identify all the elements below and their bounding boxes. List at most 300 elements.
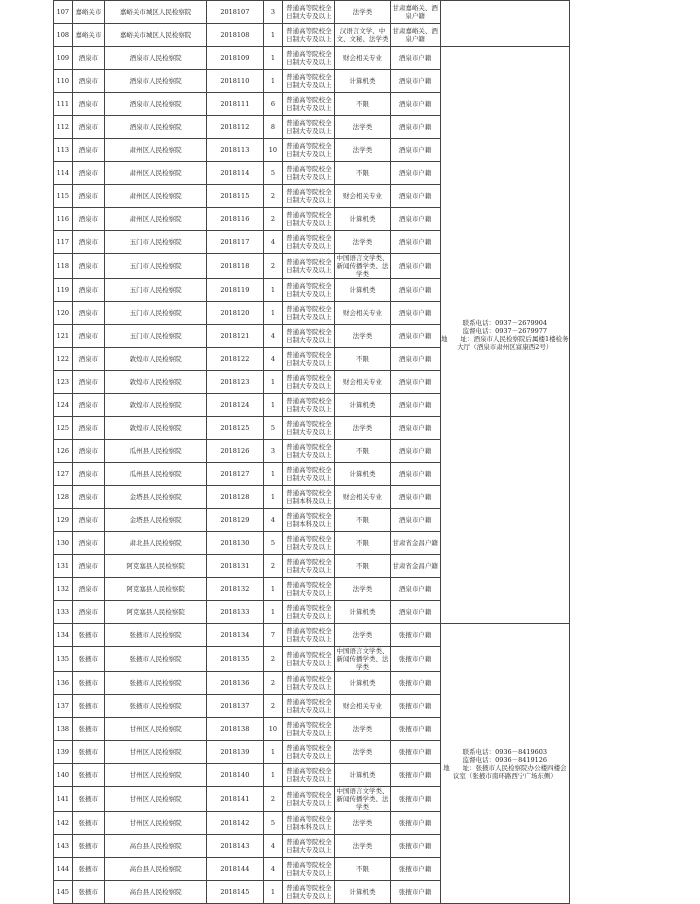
education-cell: 普通高等院校全日制大专及以上 xyxy=(283,70,335,93)
position-code-cell: 2018109 xyxy=(207,47,263,70)
contact-line: 联系电话：0936－8419603 xyxy=(462,747,548,756)
row-number: 129 xyxy=(54,509,73,532)
row-number: 136 xyxy=(54,672,73,695)
household-cell: 酒泉市户籍 xyxy=(390,70,440,93)
education-cell: 普通高等院校全日制大专及以上 xyxy=(283,741,335,764)
recruitment-table xyxy=(53,0,570,904)
row-number: 111 xyxy=(54,93,73,116)
department-cell: 酒泉市人民检察院 xyxy=(105,70,207,93)
city-cell: 酒泉市 xyxy=(72,302,104,325)
department-cell: 阿克塞县人民检察院 xyxy=(105,578,207,601)
headcount-cell: 3 xyxy=(263,1,283,24)
city-cell: 酒泉市 xyxy=(72,116,104,139)
household-cell: 酒泉市户籍 xyxy=(390,208,440,231)
row-number: 110 xyxy=(54,70,73,93)
contact-line: 监督电话：0936－8419126 xyxy=(462,755,548,764)
education-cell: 普通高等院校全日制大专及以上 xyxy=(283,787,335,812)
headcount-cell: 1 xyxy=(263,463,283,486)
position-code-cell: 2018107 xyxy=(207,1,263,24)
education-cell: 普通高等院校全日制大专及以上 xyxy=(283,279,335,302)
position-code-cell: 2018137 xyxy=(207,695,263,718)
row-number: 142 xyxy=(54,812,73,835)
education-cell: 普通高等院校全日制大专及以上 xyxy=(283,463,335,486)
headcount-cell: 5 xyxy=(263,162,283,185)
education-cell: 普通高等院校全日制大专及以上 xyxy=(283,601,335,624)
household-cell: 张掖市户籍 xyxy=(390,647,440,672)
major-cell: 不限 xyxy=(335,162,390,185)
city-cell: 酒泉市 xyxy=(72,532,104,555)
department-cell: 肃州区人民检察院 xyxy=(105,208,207,231)
education-cell: 普通高等院校全日制大专及以上 xyxy=(283,162,335,185)
headcount-cell: 1 xyxy=(263,371,283,394)
major-cell: 法学类 xyxy=(335,139,390,162)
city-cell: 张掖市 xyxy=(72,672,104,695)
household-cell: 酒泉市户籍 xyxy=(390,371,440,394)
education-cell: 普通高等院校全日制大专及以上 xyxy=(283,858,335,881)
major-cell: 不限 xyxy=(335,532,390,555)
position-code-cell: 2018145 xyxy=(207,881,263,904)
contact-line: 联系电话：0937－2679904 xyxy=(462,319,548,327)
city-cell: 嘉峪关市 xyxy=(72,1,104,24)
education-cell: 普通高等院校全日制大专及以上 xyxy=(283,718,335,741)
contact-line: 监督电话：0937－2679977 xyxy=(462,327,548,335)
headcount-cell: 1 xyxy=(263,302,283,325)
position-code-cell: 2018138 xyxy=(207,718,263,741)
education-cell: 普通高等院校全日制大专及以上 xyxy=(283,116,335,139)
headcount-cell: 1 xyxy=(263,24,283,47)
major-cell: 汉语言文学、中文、文秘、法学类 xyxy=(335,24,390,47)
department-cell: 瓜州县人民检察院 xyxy=(105,463,207,486)
education-cell: 普通高等院校全日制大专及以上 xyxy=(283,302,335,325)
education-cell: 普通高等院校全日制大专及以上 xyxy=(283,24,335,47)
major-cell: 财会相关专业 xyxy=(335,47,390,70)
major-cell: 财会相关专业 xyxy=(335,695,390,718)
position-code-cell: 2018130 xyxy=(207,532,263,555)
row-number: 119 xyxy=(54,279,73,302)
table-row xyxy=(54,1,570,24)
headcount-cell: 1 xyxy=(263,70,283,93)
city-cell: 酒泉市 xyxy=(72,139,104,162)
education-cell: 普通高等院校全日制大专及以上 xyxy=(283,695,335,718)
city-cell: 酒泉市 xyxy=(72,394,104,417)
headcount-cell: 2 xyxy=(263,185,283,208)
household-cell: 酒泉市户籍 xyxy=(390,348,440,371)
row-number: 134 xyxy=(54,624,73,647)
headcount-cell: 2 xyxy=(263,695,283,718)
major-cell: 不限 xyxy=(335,93,390,116)
department-cell: 张掖市人民检察院 xyxy=(105,695,207,718)
row-number: 137 xyxy=(54,695,73,718)
city-cell: 张掖市 xyxy=(72,764,104,787)
position-code-cell: 2018141 xyxy=(207,787,263,812)
city-cell: 酒泉市 xyxy=(72,417,104,440)
contact-line: 地 址：张掖市人民检察院办公楼四楼会议室（张掖市南环路西宁广场东侧） xyxy=(443,763,567,780)
headcount-cell: 7 xyxy=(263,624,283,647)
education-cell: 普通高等院校全日制大专及以上 xyxy=(283,532,335,555)
department-cell: 嘉峪关市城区人民检察院 xyxy=(105,24,207,47)
education-cell: 普通高等院校全日制大专及以上 xyxy=(283,578,335,601)
row-number: 115 xyxy=(54,185,73,208)
contact-info-cell xyxy=(440,1,569,47)
row-number: 125 xyxy=(54,417,73,440)
city-cell: 酒泉市 xyxy=(72,162,104,185)
position-code-cell: 2018114 xyxy=(207,162,263,185)
household-cell: 张掖市户籍 xyxy=(390,787,440,812)
city-cell: 酒泉市 xyxy=(72,578,104,601)
city-cell: 酒泉市 xyxy=(72,185,104,208)
headcount-cell: 2 xyxy=(263,647,283,672)
city-cell: 酒泉市 xyxy=(72,601,104,624)
major-cell: 法学类 xyxy=(335,116,390,139)
row-number: 126 xyxy=(54,440,73,463)
headcount-cell: 1 xyxy=(263,279,283,302)
position-code-cell: 2018116 xyxy=(207,208,263,231)
row-number: 140 xyxy=(54,764,73,787)
city-cell: 酒泉市 xyxy=(72,555,104,578)
headcount-cell: 1 xyxy=(263,578,283,601)
household-cell: 酒泉市户籍 xyxy=(390,394,440,417)
contact-line: 地 址：酒泉市人民检察院后属楼1楼检务大厅（酒泉市肃州区富康西2号） xyxy=(441,335,569,351)
position-code-cell: 2018140 xyxy=(207,764,263,787)
household-cell: 张掖市户籍 xyxy=(390,812,440,835)
major-cell: 法学类 xyxy=(335,1,390,24)
household-cell: 甘肃省金昌户籍 xyxy=(390,555,440,578)
household-cell: 酒泉市户籍 xyxy=(390,47,440,70)
city-cell: 酒泉市 xyxy=(72,371,104,394)
department-cell: 玉门市人民检察院 xyxy=(105,279,207,302)
household-cell: 酒泉市户籍 xyxy=(390,440,440,463)
department-cell: 玉门市人民检察院 xyxy=(105,231,207,254)
education-cell: 普通高等院校全日制大专及以上 xyxy=(283,647,335,672)
household-cell: 张掖市户籍 xyxy=(390,741,440,764)
household-cell: 酒泉市户籍 xyxy=(390,231,440,254)
department-cell: 酒泉市人民检察院 xyxy=(105,47,207,70)
department-cell: 肃北县人民检察院 xyxy=(105,532,207,555)
household-cell: 张掖市户籍 xyxy=(390,672,440,695)
position-code-cell: 2018119 xyxy=(207,279,263,302)
headcount-cell: 10 xyxy=(263,718,283,741)
major-cell: 法学类 xyxy=(335,835,390,858)
major-cell: 计算机类 xyxy=(335,764,390,787)
position-code-cell: 2018123 xyxy=(207,371,263,394)
major-cell: 法学类 xyxy=(335,231,390,254)
education-cell: 普通高等院校全日制大专及以上 xyxy=(283,139,335,162)
major-cell: 法学类 xyxy=(335,417,390,440)
contact-info-text xyxy=(441,319,569,351)
household-cell: 张掖市户籍 xyxy=(390,695,440,718)
row-number: 138 xyxy=(54,718,73,741)
headcount-cell: 6 xyxy=(263,93,283,116)
major-cell: 计算机类 xyxy=(335,672,390,695)
household-cell: 酒泉市户籍 xyxy=(390,302,440,325)
position-code-cell: 2018134 xyxy=(207,624,263,647)
position-code-cell: 2018126 xyxy=(207,440,263,463)
recruitment-table-sheet xyxy=(53,0,570,900)
department-cell: 肃州区人民检察院 xyxy=(105,162,207,185)
position-code-cell: 2018121 xyxy=(207,325,263,348)
headcount-cell: 4 xyxy=(263,858,283,881)
headcount-cell: 1 xyxy=(263,881,283,904)
row-number: 132 xyxy=(54,578,73,601)
major-cell: 中国语言文学类、新闻传播学类、法学类 xyxy=(336,254,389,278)
position-code-cell: 2018120 xyxy=(207,302,263,325)
education-cell: 普通高等院校全日制大专及以上 xyxy=(283,93,335,116)
household-cell: 酒泉市户籍 xyxy=(390,417,440,440)
city-cell: 张掖市 xyxy=(72,741,104,764)
department-cell: 甘州区人民检察院 xyxy=(105,764,207,787)
major-cell: 法学类 xyxy=(335,718,390,741)
department-cell: 阿克塞县人民检察院 xyxy=(105,601,207,624)
major-cell: 计算机类 xyxy=(335,279,390,302)
city-cell: 张掖市 xyxy=(72,787,104,812)
education-cell: 普通高等院校全日制大专及以上 xyxy=(283,555,335,578)
household-cell: 酒泉市户籍 xyxy=(390,509,440,532)
household-cell: 酒泉市户籍 xyxy=(390,139,440,162)
headcount-cell: 4 xyxy=(263,348,283,371)
education-cell: 普通高等院校全日制大专及以上 xyxy=(283,764,335,787)
city-cell: 张掖市 xyxy=(72,812,104,835)
row-number: 117 xyxy=(54,231,73,254)
row-number: 120 xyxy=(54,302,73,325)
education-cell: 普通高等院校全日制大专及以上 xyxy=(283,394,335,417)
contact-info-text xyxy=(441,748,569,780)
position-code-cell: 2018144 xyxy=(207,858,263,881)
contact-info-cell xyxy=(440,47,569,624)
department-cell: 敦煌市人民检察院 xyxy=(105,394,207,417)
education-cell: 普通高等院校全日制大专及以上 xyxy=(283,208,335,231)
position-code-cell: 2018143 xyxy=(207,835,263,858)
major-cell: 计算机类 xyxy=(335,208,390,231)
major-cell: 财会相关专业 xyxy=(335,302,390,325)
major-cell: 计算机类 xyxy=(335,463,390,486)
household-cell: 酒泉市户籍 xyxy=(390,93,440,116)
education-cell: 普通高等院校全日制大专及以上 xyxy=(283,348,335,371)
headcount-cell: 4 xyxy=(263,835,283,858)
headcount-cell: 1 xyxy=(263,601,283,624)
major-cell: 法学类 xyxy=(335,624,390,647)
education-cell: 普通高等院校全日制大专及以上 xyxy=(283,624,335,647)
position-code-cell: 2018112 xyxy=(207,116,263,139)
department-cell: 肃州区人民检察院 xyxy=(105,139,207,162)
row-number: 143 xyxy=(54,835,73,858)
row-number: 145 xyxy=(54,881,73,904)
row-number: 130 xyxy=(54,532,73,555)
major-cell: 财会相关专业 xyxy=(335,185,390,208)
department-cell: 甘州区人民检察院 xyxy=(105,741,207,764)
headcount-cell: 2 xyxy=(263,254,283,279)
education-cell: 普通高等院校全日制大专及以上 xyxy=(283,440,335,463)
table-row xyxy=(54,624,570,647)
department-cell: 甘州区人民检察院 xyxy=(105,718,207,741)
position-code-cell: 2018128 xyxy=(207,486,263,509)
major-cell: 法学类 xyxy=(335,812,390,835)
position-code-cell: 2018118 xyxy=(207,254,263,279)
education-cell: 普通高等院校全日制大专及以上 xyxy=(283,1,335,24)
major-cell: 财会相关专业 xyxy=(335,486,390,509)
household-cell: 酒泉市户籍 xyxy=(390,578,440,601)
row-number: 139 xyxy=(54,741,73,764)
city-cell: 酒泉市 xyxy=(72,325,104,348)
department-cell: 酒泉市人民检察院 xyxy=(105,93,207,116)
city-cell: 张掖市 xyxy=(72,718,104,741)
education-cell: 普通高等院校全日制大专及以上 xyxy=(283,231,335,254)
headcount-cell: 5 xyxy=(263,532,283,555)
education-cell: 普通高等院校全日制大专及以上 xyxy=(283,417,335,440)
headcount-cell: 2 xyxy=(263,208,283,231)
city-cell: 酒泉市 xyxy=(72,348,104,371)
headcount-cell: 8 xyxy=(263,116,283,139)
department-cell: 酒泉市人民检察院 xyxy=(105,116,207,139)
position-code-cell: 2018129 xyxy=(207,509,263,532)
education-cell: 普通高等院校全日制大专及以上 xyxy=(283,254,335,279)
household-cell: 酒泉市户籍 xyxy=(390,279,440,302)
position-code-cell: 2018131 xyxy=(207,555,263,578)
headcount-cell: 1 xyxy=(263,394,283,417)
position-code-cell: 2018110 xyxy=(207,70,263,93)
department-cell: 张掖市人民检察院 xyxy=(105,624,207,647)
city-cell: 酒泉市 xyxy=(72,47,104,70)
row-number: 133 xyxy=(54,601,73,624)
headcount-cell: 10 xyxy=(263,139,283,162)
row-number: 144 xyxy=(54,858,73,881)
row-number: 128 xyxy=(54,486,73,509)
department-cell: 高台县人民检察院 xyxy=(105,858,207,881)
row-number: 131 xyxy=(54,555,73,578)
major-cell: 不限 xyxy=(335,509,390,532)
position-code-cell: 2018113 xyxy=(207,139,263,162)
city-cell: 张掖市 xyxy=(72,858,104,881)
education-cell: 普通高等院校全日制大专及以上 xyxy=(283,371,335,394)
department-cell: 甘州区人民检察院 xyxy=(105,787,207,812)
city-cell: 酒泉市 xyxy=(72,509,104,532)
position-code-cell: 2018127 xyxy=(207,463,263,486)
department-cell: 张掖市人民检察院 xyxy=(105,647,207,672)
city-cell: 酒泉市 xyxy=(72,70,104,93)
department-cell: 阿克塞县人民检察院 xyxy=(105,555,207,578)
household-cell: 酒泉市户籍 xyxy=(390,325,440,348)
education-cell: 普通高等院校全日制大专及以上 xyxy=(283,881,335,904)
department-cell: 金塔县人民检察院 xyxy=(105,486,207,509)
row-number: 108 xyxy=(54,24,73,47)
headcount-cell: 3 xyxy=(263,440,283,463)
major-cell: 中国语言文学类、新闻传播学类、法学类 xyxy=(336,787,389,811)
headcount-cell: 2 xyxy=(263,555,283,578)
row-number: 112 xyxy=(54,116,73,139)
department-cell: 金塔县人民检察院 xyxy=(105,509,207,532)
headcount-cell: 5 xyxy=(263,417,283,440)
city-cell: 张掖市 xyxy=(72,624,104,647)
department-cell: 敦煌市人民检察院 xyxy=(105,417,207,440)
headcount-cell: 2 xyxy=(263,672,283,695)
city-cell: 酒泉市 xyxy=(72,208,104,231)
education-cell: 普通高等院校全日制大专及以上 xyxy=(283,672,335,695)
headcount-cell: 1 xyxy=(263,764,283,787)
row-number: 123 xyxy=(54,371,73,394)
headcount-cell: 4 xyxy=(263,509,283,532)
department-cell: 嘉峪关市城区人民检察院 xyxy=(105,1,207,24)
row-number: 121 xyxy=(54,325,73,348)
education-cell: 普通高等院校全日制大专及以上 xyxy=(283,835,335,858)
education-cell: 普通高等院校全日制本科及以上 xyxy=(283,812,335,835)
row-number: 122 xyxy=(54,348,73,371)
major-cell: 法学类 xyxy=(335,578,390,601)
position-code-cell: 2018117 xyxy=(207,231,263,254)
major-cell: 法学类 xyxy=(335,741,390,764)
position-code-cell: 2018139 xyxy=(207,741,263,764)
headcount-cell: 2 xyxy=(263,787,283,812)
position-code-cell: 2018125 xyxy=(207,417,263,440)
position-code-cell: 2018122 xyxy=(207,348,263,371)
major-cell: 财会相关专业 xyxy=(335,371,390,394)
department-cell: 玉门市人民检察院 xyxy=(105,254,207,279)
row-number: 118 xyxy=(54,254,73,279)
position-code-cell: 2018108 xyxy=(207,24,263,47)
city-cell: 酒泉市 xyxy=(72,231,104,254)
department-cell: 甘州区人民检察院 xyxy=(105,812,207,835)
household-cell: 酒泉市户籍 xyxy=(390,463,440,486)
position-code-cell: 2018124 xyxy=(207,394,263,417)
headcount-cell: 4 xyxy=(263,231,283,254)
household-cell: 张掖市户籍 xyxy=(390,858,440,881)
major-cell: 计算机类 xyxy=(335,601,390,624)
row-number: 116 xyxy=(54,208,73,231)
household-cell: 酒泉市户籍 xyxy=(390,486,440,509)
row-number: 124 xyxy=(54,394,73,417)
household-cell: 酒泉市户籍 xyxy=(390,162,440,185)
major-cell: 不限 xyxy=(335,440,390,463)
position-code-cell: 2018132 xyxy=(207,578,263,601)
education-cell: 普通高等院校全日制大专及以上 xyxy=(283,47,335,70)
household-cell: 张掖市户籍 xyxy=(390,624,440,647)
city-cell: 张掖市 xyxy=(72,881,104,904)
city-cell: 张掖市 xyxy=(72,835,104,858)
household-cell: 甘肃嘉峪关、酒泉户籍 xyxy=(390,24,440,47)
education-cell: 普通高等院校全日制大专及以上 xyxy=(283,185,335,208)
headcount-cell: 1 xyxy=(263,47,283,70)
table-row xyxy=(54,47,570,70)
city-cell: 酒泉市 xyxy=(72,463,104,486)
household-cell: 酒泉市户籍 xyxy=(390,601,440,624)
row-number: 107 xyxy=(54,1,73,24)
row-number: 141 xyxy=(54,787,73,812)
recruitment-table-body xyxy=(54,1,570,904)
major-cell: 不限 xyxy=(335,348,390,371)
major-cell: 计算机类 xyxy=(335,70,390,93)
department-cell: 玉门市人民检察院 xyxy=(105,302,207,325)
major-cell: 不限 xyxy=(335,555,390,578)
major-cell: 计算机类 xyxy=(335,881,390,904)
headcount-cell: 1 xyxy=(263,741,283,764)
department-cell: 高台县人民检察院 xyxy=(105,835,207,858)
major-cell: 计算机类 xyxy=(335,394,390,417)
position-code-cell: 2018111 xyxy=(207,93,263,116)
row-number: 109 xyxy=(54,47,73,70)
row-number: 114 xyxy=(54,162,73,185)
household-cell: 甘肃省金昌户籍 xyxy=(390,532,440,555)
department-cell: 敦煌市人民检察院 xyxy=(105,348,207,371)
contact-info-cell xyxy=(440,624,569,904)
education-cell: 普通高等院校全日制本科及以上 xyxy=(283,486,335,509)
position-code-cell: 2018136 xyxy=(207,672,263,695)
department-cell: 高台县人民检察院 xyxy=(105,881,207,904)
household-cell: 张掖市户籍 xyxy=(390,835,440,858)
household-cell: 酒泉市户籍 xyxy=(390,116,440,139)
city-cell: 酒泉市 xyxy=(72,254,104,279)
position-code-cell: 2018115 xyxy=(207,185,263,208)
household-cell: 酒泉市户籍 xyxy=(390,254,440,279)
education-cell: 普通高等院校全日制大专及以上 xyxy=(283,325,335,348)
household-cell: 张掖市户籍 xyxy=(390,881,440,904)
